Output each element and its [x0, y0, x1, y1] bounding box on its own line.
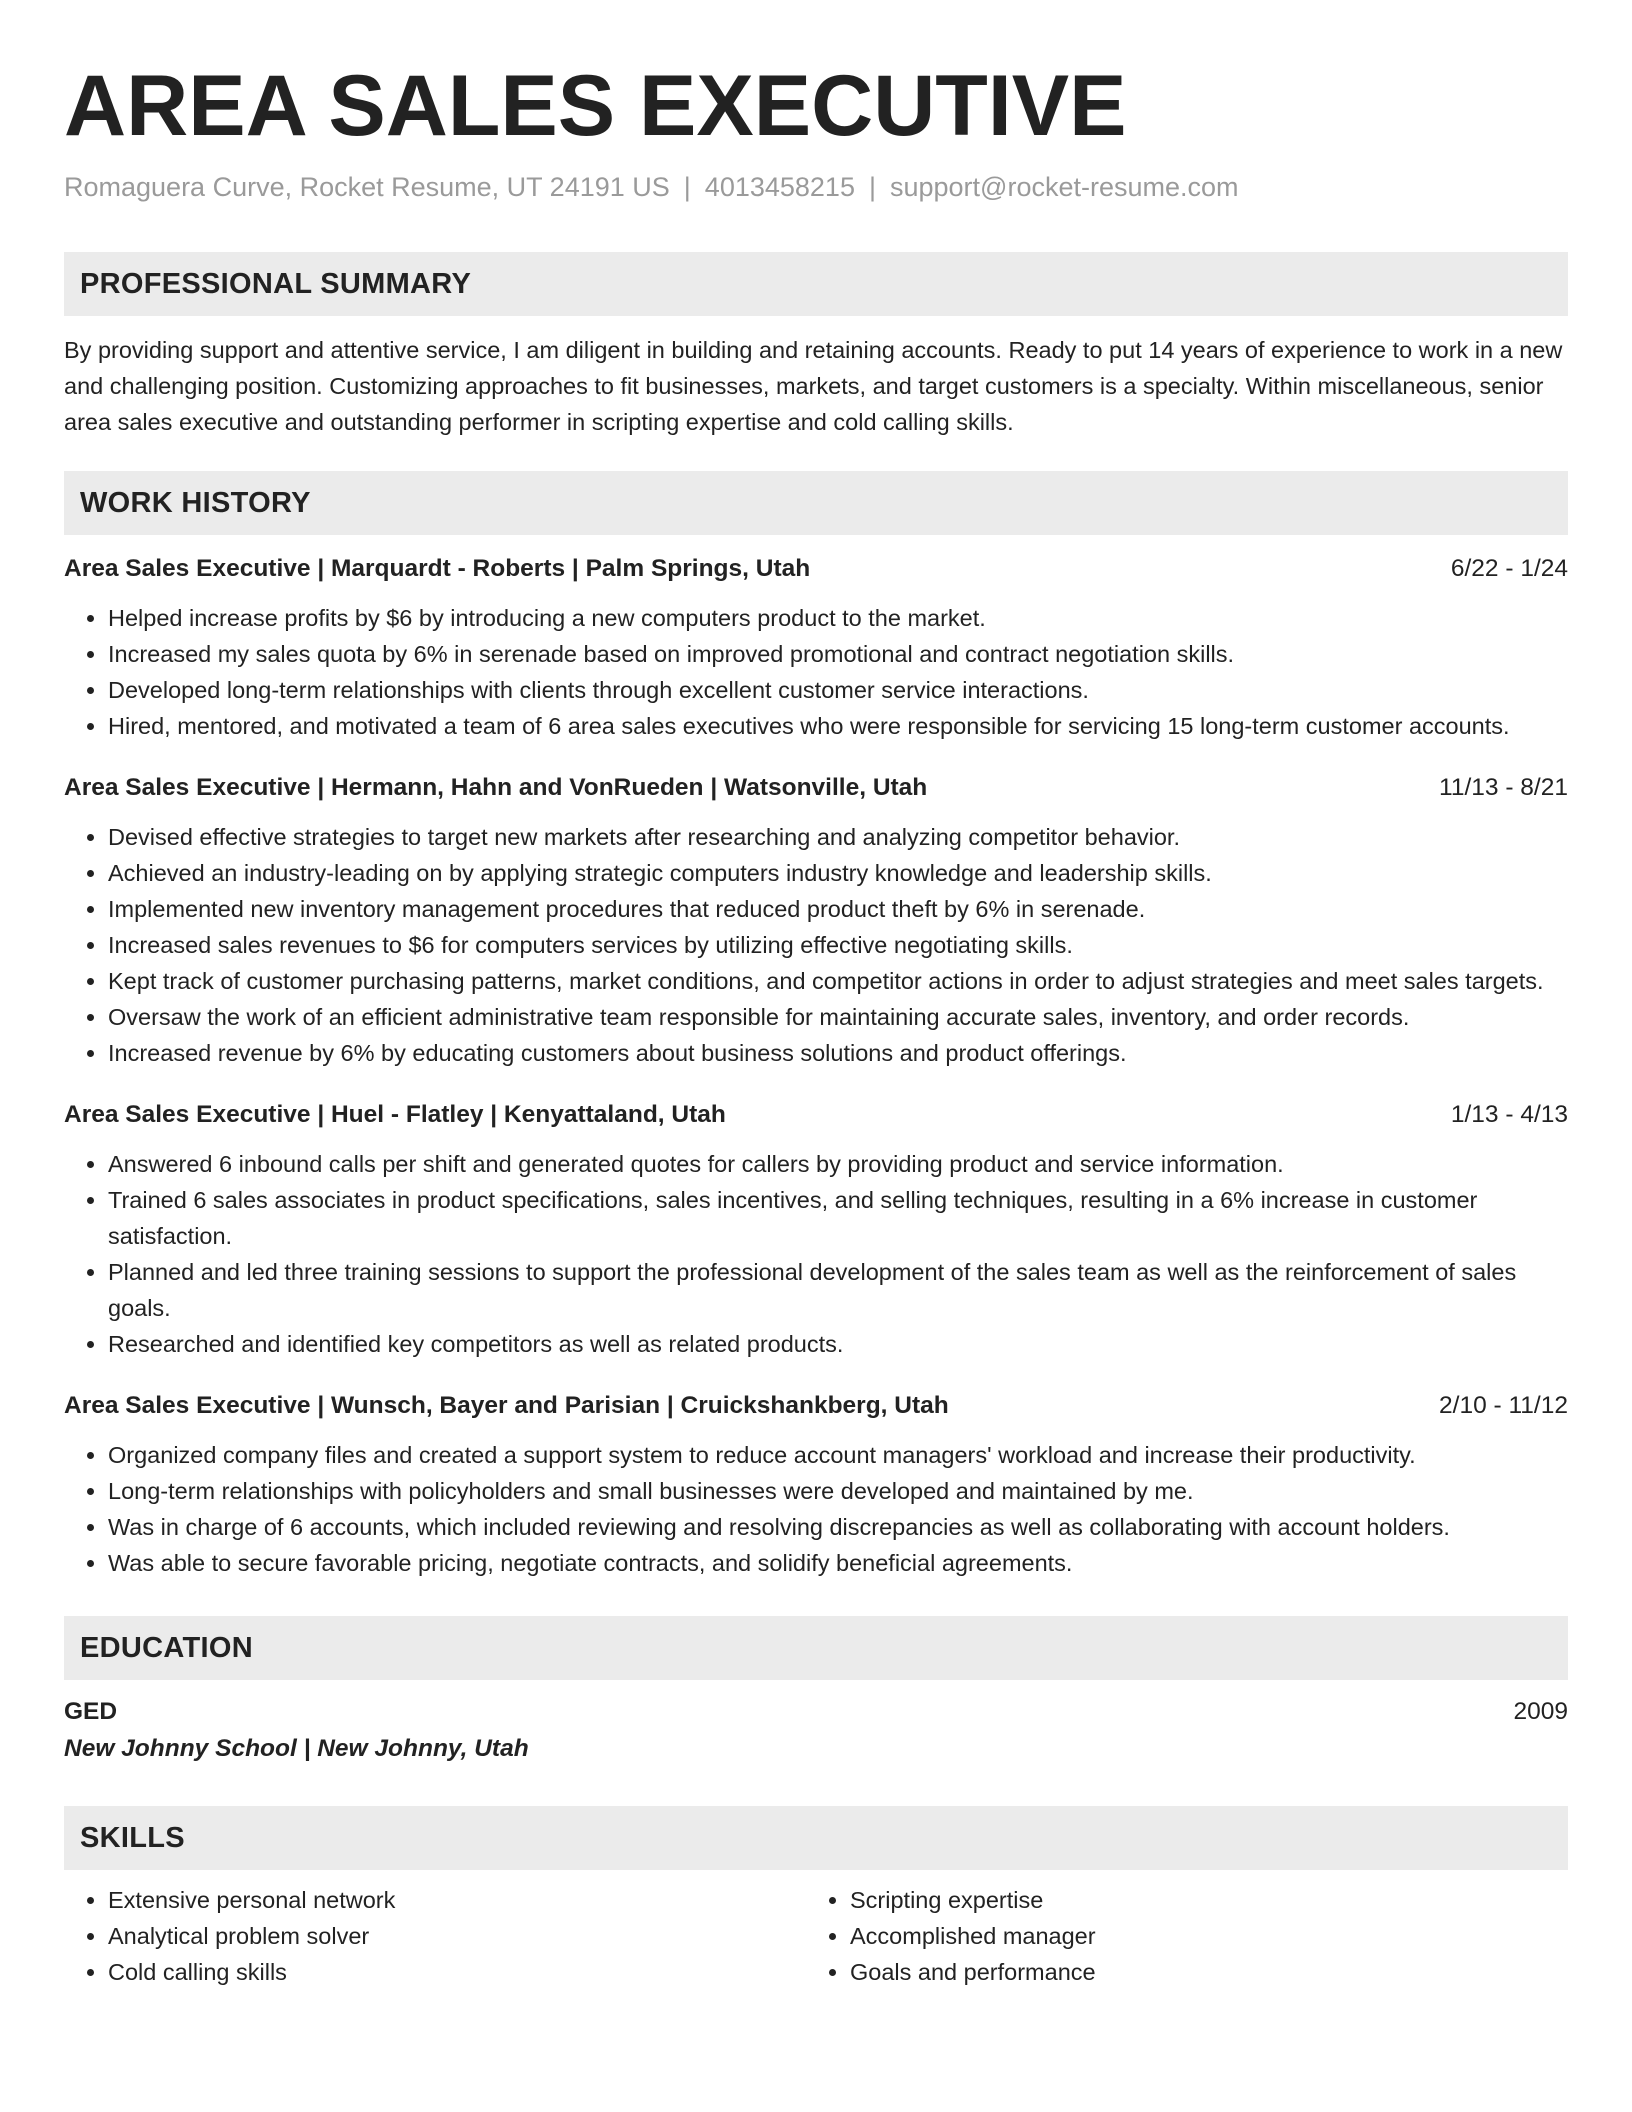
job-bullets [64, 1146, 1568, 1362]
summary-text: By providing support and attentive service, I am diligent in building and retaining accounts. Ready to put 14 years of experience to work in a new and challenging position. Customizing approaches to fit businesses, markets, and target customers is a specialty. Within miscellaneous, senior area sales executive and outstanding performer in scripting expertise and cold calling skills. [64, 337, 1563, 435]
job-header [64, 551, 1568, 587]
education-entry [64, 1694, 1568, 1768]
job-bullet: • Increased revenue by 6% by educating customers about business solutions and product offerings. [108, 1035, 1568, 1071]
job-dates: 2/10 - 11/12 [1439, 1392, 1568, 1419]
job-bullet: • Was in charge of 6 accounts, which included reviewing and resolving discrepancies as well as collaborating with account holders. [108, 1509, 1568, 1545]
job-dates: 11/13 - 8/21 [1439, 774, 1568, 801]
job-header [64, 770, 1568, 806]
job-bullet: • Long-term relationships with policyholders and small businesses were developed and maintained by me. [108, 1473, 1568, 1509]
job-bullet: • Increased my sales quota by 6% in serenade based on improved promotional and contract negotiation skills. [108, 636, 1568, 672]
job-entry [64, 1097, 1568, 1362]
job-bullet: • Researched and identified key competitors as well as related products. [108, 1326, 1568, 1362]
job-dates: 1/13 - 4/13 [1450, 1101, 1568, 1128]
job-bullet: • Devised effective strategies to target new markets after researching and analyzing competitor behavior. [108, 819, 1568, 855]
job-bullet: • Achieved an industry-leading on by applying strategic computers industry knowledge and leadership skills. [108, 855, 1568, 891]
work-history-heading: WORK HISTORY [64, 471, 1568, 535]
summary-heading: PROFESSIONAL SUMMARY [64, 252, 1568, 316]
contact-separator: | [868, 172, 876, 202]
job-entry [64, 770, 1568, 1071]
education-header [64, 1694, 1568, 1730]
job-title: Area Sales Executive | Hermann, Hahn and VonRueden | Watsonville, Utah [64, 774, 928, 801]
job-bullet: • Was able to secure favorable pricing, negotiate contracts, and solidify beneficial agreements. [108, 1545, 1568, 1581]
contact-phone: 4013458215 [704, 172, 855, 202]
job-bullet: • Answered 6 inbound calls per shift and generated quotes for callers by providing product and service information. [108, 1146, 1568, 1182]
job-dates: 6/22 - 1/24 [1450, 555, 1568, 582]
job-header [64, 1097, 1568, 1133]
job-bullet: • Increased sales revenues to $6 for computers services by utilizing effective negotiating skills. [108, 927, 1568, 963]
job-title: Area Sales Executive | Marquardt - Roberts | Palm Springs, Utah [64, 555, 811, 582]
job-title: Area Sales Executive | Huel - Flatley | Kenyattaland, Utah [64, 1101, 726, 1128]
job-bullets [64, 1437, 1568, 1581]
skill-item: • Scripting expertise [850, 1882, 1566, 1918]
skills-column-left [64, 1882, 806, 1990]
education-year: 2009 [1513, 1698, 1568, 1725]
job-bullet: • Implemented new inventory management procedures that reduced product theft by 6% in serenade. [108, 891, 1568, 927]
skill-item: • Extensive personal network [108, 1882, 806, 1918]
education-degree: GED [64, 1698, 118, 1725]
contact-separator: | [683, 172, 691, 202]
job-bullets [64, 600, 1568, 744]
contact-address: Romaguera Curve, Rocket Resume, UT 24191 US [64, 172, 670, 202]
skill-item: • Analytical problem solver [108, 1918, 806, 1954]
job-bullet: • Hired, mentored, and motivated a team of 6 area sales executives who were responsible for servicing 15 long-term customer accounts. [108, 708, 1568, 744]
education-heading: EDUCATION [64, 1616, 1568, 1680]
job-bullet: • Kept track of customer purchasing patterns, market conditions, and competitor actions in order to adjust strategies and meet sales targets. [108, 963, 1568, 999]
job-entry [64, 1388, 1568, 1581]
skill-item: • Cold calling skills [108, 1954, 806, 1990]
job-bullet: • Organized company files and created a support system to reduce account managers' workload and increase their productivity. [108, 1437, 1568, 1473]
skills-heading: SKILLS [64, 1806, 1568, 1870]
job-entry [64, 551, 1568, 744]
resume-name: AREA SALES EXECUTIVE [64, 58, 1127, 154]
skills-list [64, 1882, 1568, 1990]
contact-email: support@rocket-resume.com [889, 172, 1239, 202]
job-bullet: • Developed long-term relationships with clients through excellent customer service interactions. [108, 672, 1568, 708]
job-bullets [64, 819, 1568, 1071]
job-bullet: • Helped increase profits by $6 by introducing a new computers product to the market. [108, 600, 1568, 636]
job-title: Area Sales Executive | Wunsch, Bayer and Parisian | Cruickshankberg, Utah [64, 1392, 949, 1419]
skill-item: • Goals and performance [850, 1954, 1566, 1990]
skill-item: • Accomplished manager [850, 1918, 1566, 1954]
contact-line [64, 170, 1568, 204]
job-header [64, 1388, 1568, 1424]
skills-column-right [806, 1882, 1566, 1990]
education-school: New Johnny School | New Johnny, Utah [64, 1735, 529, 1762]
job-bullet: • Planned and led three training sessions to support the professional development of the sales team as well as the reinforcement of sales goals. [108, 1254, 1568, 1326]
job-bullet: • Oversaw the work of an efficient administrative team responsible for maintaining accurate sales, inventory, and order records. [108, 999, 1568, 1035]
job-bullet: • Trained 6 sales associates in product specifications, sales incentives, and selling techniques, resulting in a 6% increase in customer satisfaction. [108, 1182, 1568, 1254]
